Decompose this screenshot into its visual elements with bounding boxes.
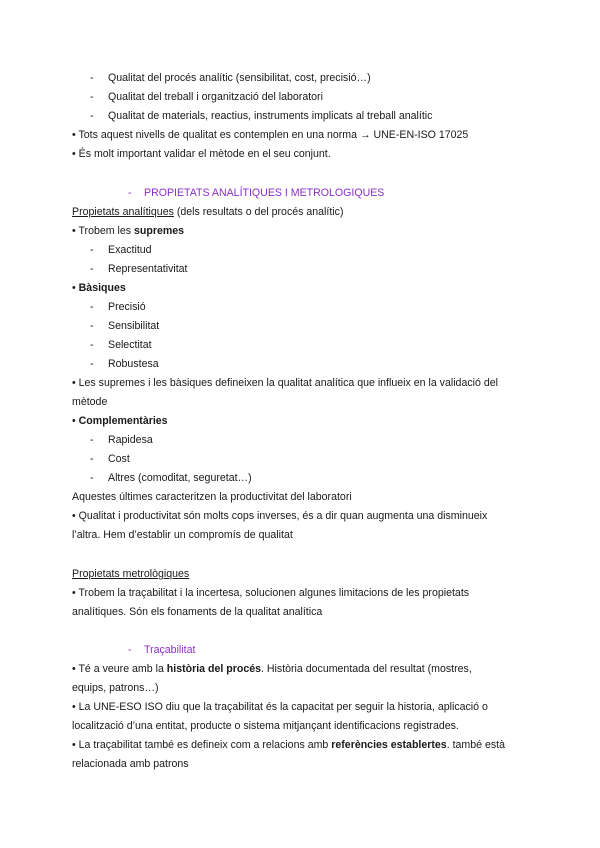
list-item: Robustesa bbox=[108, 358, 159, 370]
basiques-bullet: • bbox=[72, 282, 79, 294]
compl-bullet: • bbox=[72, 415, 79, 427]
trace-p2-line-1: • La UNE-ESO ISO diu que la traçabilitat és la capacitat per seguir la historia, aplicació o bbox=[72, 701, 488, 713]
supremes-bold: supremes bbox=[134, 225, 185, 237]
list-item: Qualitat del treball i organització del laboratori bbox=[108, 91, 323, 103]
dash-marker: - bbox=[90, 358, 94, 370]
trace-p2-line-2: localització d’una entitat, producte o sistema mitjançant identificacions registrades. bbox=[72, 720, 459, 732]
list-item: Representativitat bbox=[108, 263, 188, 275]
productivity-line: Aquestes últimes caracteritzen la productivitat del laboratori bbox=[72, 491, 352, 503]
section-dash: - bbox=[128, 187, 132, 199]
supremes-line bbox=[72, 225, 184, 238]
supremes-prefix: • Trobem les bbox=[72, 225, 134, 237]
define-line-1: • Les supremes i les bàsiques defineixen la qualitat analítica que influeix en la validació del bbox=[72, 377, 498, 389]
trace-p3-line-2: relacionada amb patrons bbox=[72, 758, 189, 770]
section-heading: PROPIETATS ANALÍTIQUES I METROLOGIQUES bbox=[144, 187, 385, 199]
basiques-bold: Bàsiques bbox=[78, 282, 126, 294]
define-line-2: mètode bbox=[72, 396, 108, 408]
inverse-line-1: • Qualitat i productivitat són molts cops inverses, és a dir quan augmenta una disminueix bbox=[72, 510, 488, 522]
trace-p1-prefix: • Té a veure amb la bbox=[72, 663, 167, 675]
dash-marker: - bbox=[90, 244, 94, 256]
dash-marker: - bbox=[90, 339, 94, 351]
dash-marker: - bbox=[90, 91, 94, 103]
list-item: Exactitud bbox=[108, 244, 152, 256]
list-item: Cost bbox=[108, 453, 130, 465]
list-item: Selectitat bbox=[108, 339, 152, 351]
trace-p1-suffix: . Història documentada del resultat (mostres, bbox=[261, 663, 472, 675]
trace-heading: Traçabilitat bbox=[144, 644, 196, 656]
dash-marker: - bbox=[90, 110, 94, 122]
metro-line-2: analítiques. Són els fonaments de la qualitat analítica bbox=[72, 606, 323, 618]
analytic-heading bbox=[72, 206, 343, 219]
metro-heading: Propietats metrològiques bbox=[72, 568, 190, 580]
trace-p3-suffix: . també està bbox=[446, 739, 505, 751]
trace-p1-bold: història del procés bbox=[166, 663, 261, 675]
trace-p3-prefix: • La traçabilitat també es defineix com a relacions amb bbox=[72, 739, 332, 751]
dash-marker: - bbox=[90, 320, 94, 332]
dash-marker: - bbox=[90, 263, 94, 275]
trace-p1-line-2: equips, patrons…) bbox=[72, 682, 159, 694]
dash-marker: - bbox=[90, 453, 94, 465]
compl-bold: Complementàries bbox=[78, 415, 168, 427]
trace-p1-line-1 bbox=[72, 663, 472, 676]
dash-marker: - bbox=[90, 472, 94, 484]
basiques-line bbox=[72, 282, 126, 295]
dash-marker: - bbox=[90, 301, 94, 313]
dash-marker: - bbox=[90, 72, 94, 84]
inverse-line-2: l’altra. Hem d’establir un compromís de qualitat bbox=[72, 529, 293, 541]
trace-dash: - bbox=[128, 644, 132, 656]
trace-p3-line-1 bbox=[72, 739, 505, 752]
trace-p3-bold: referències establertes bbox=[331, 739, 447, 751]
analytic-heading-rest: (dels resultats o del procés analític) bbox=[173, 206, 344, 218]
list-item: Precisió bbox=[108, 301, 146, 313]
metro-line-1: • Trobem la traçabilitat i la incertesa, solucionen algunes limitacions de les propietats bbox=[72, 587, 470, 599]
list-item: Altres (comoditat, seguretat…) bbox=[108, 472, 252, 484]
list-item: Qualitat del procés analític (sensibilitat, cost, precisió…) bbox=[108, 72, 371, 84]
list-item: Sensibilitat bbox=[108, 320, 160, 332]
dash-marker: - bbox=[90, 434, 94, 446]
analytic-heading-underlined: Propietats analítiques bbox=[72, 206, 174, 218]
paragraph-norm: • Tots aquest nivells de qualitat es contemplen en una norma → UNE-EN-ISO 17025 bbox=[72, 129, 469, 141]
complementaries-line bbox=[72, 415, 168, 428]
paragraph-validate: • És molt important validar el mètode en el seu conjunt. bbox=[72, 148, 331, 160]
list-item: Rapidesa bbox=[108, 434, 153, 446]
list-item: Qualitat de materials, reactius, instruments implicats al treball analític bbox=[108, 110, 433, 122]
